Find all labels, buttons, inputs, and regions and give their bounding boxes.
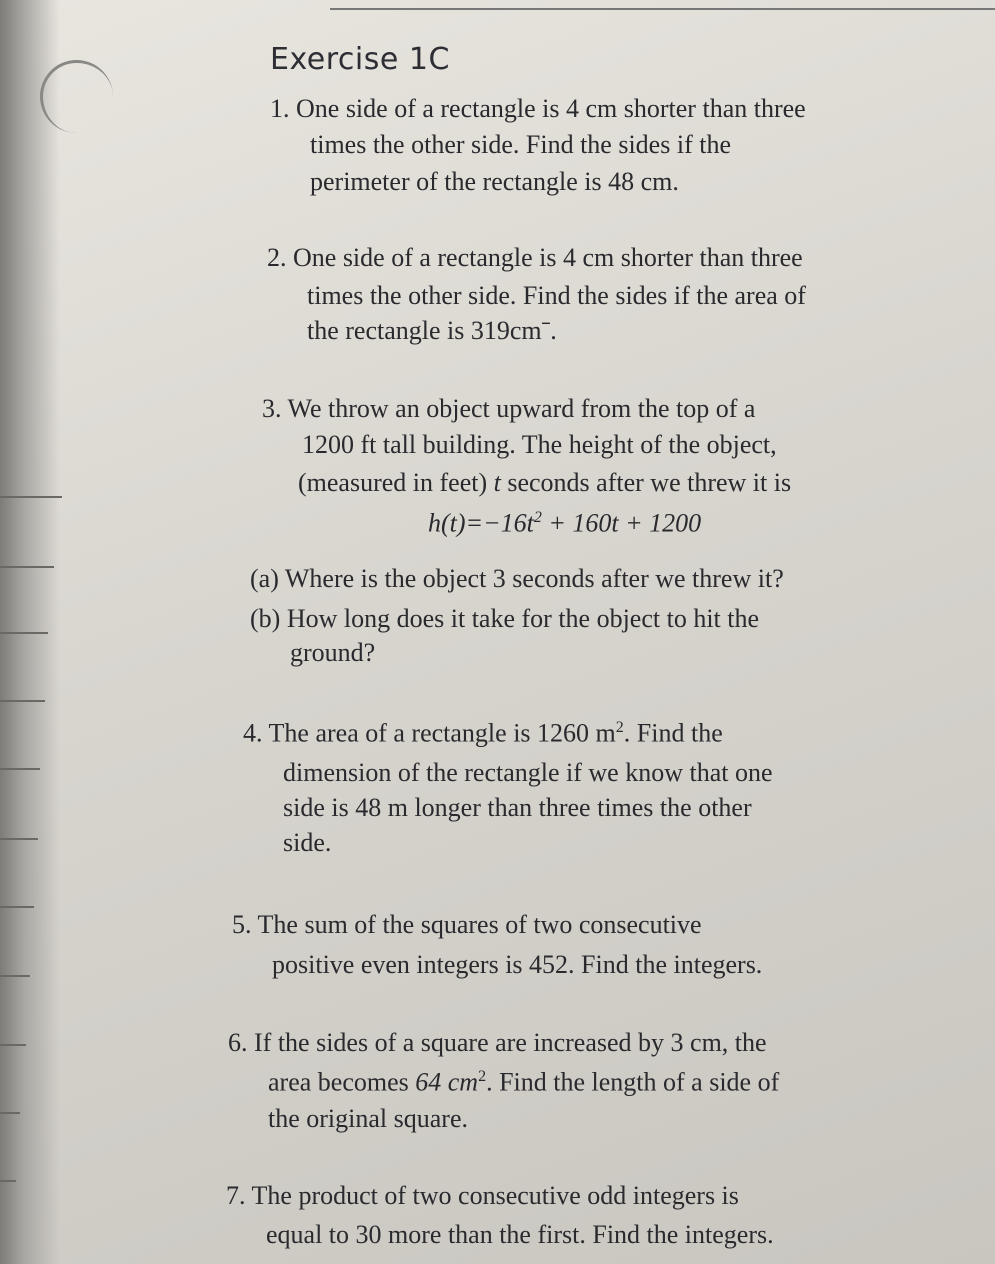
margin-line bbox=[0, 700, 45, 702]
binder-ring-mark bbox=[40, 60, 113, 133]
problem-3-part-b: (b) How long does it take for the object to hit the bbox=[250, 604, 760, 633]
margin-line bbox=[0, 906, 34, 908]
problem-7-line-1: 7. The product of two consecutive odd integers is bbox=[226, 1181, 739, 1210]
formula-part-b: + 160t + 1200 bbox=[548, 508, 702, 538]
margin-line bbox=[0, 975, 30, 977]
problem-4-line-1-start: 4. The area of a rectangle is bbox=[243, 718, 538, 748]
problem-1-line-1: 1. One side of a rectangle is 4 cm shorter than three bbox=[270, 94, 806, 123]
exponent-2: 2 bbox=[478, 1068, 487, 1085]
area-value: 64 cm bbox=[415, 1067, 479, 1097]
problem-6-line-3: the original square. bbox=[268, 1104, 468, 1133]
problem-3-line-3-end: seconds after we threw it is bbox=[507, 468, 792, 497]
margin-line bbox=[0, 632, 48, 634]
variable-t: t bbox=[493, 468, 501, 497]
page-title: Exercise 1C bbox=[270, 42, 450, 77]
exponent-2: 2 bbox=[615, 719, 624, 736]
problem-2-line-1: 2. One side of a rectangle is 4 cm shorter than three bbox=[267, 243, 803, 272]
margin-line bbox=[0, 1044, 26, 1046]
problem-4-line-2: dimension of the rectangle if we know that one bbox=[283, 758, 773, 787]
problem-4-line-1 bbox=[243, 720, 723, 747]
problem-6-line-1: 6. If the sides of a square are increased by 3 cm, the bbox=[228, 1028, 767, 1057]
problem-5-line-2: positive even integers is 452. Find the integers. bbox=[272, 950, 763, 979]
problem-1-line-2: times the other side. Find the sides if the bbox=[310, 130, 731, 159]
problem-4-line-4: side. bbox=[283, 828, 332, 857]
problem-1-line-3: perimeter of the rectangle is 48 cm. bbox=[310, 167, 679, 196]
exponent-2: 2 bbox=[533, 509, 542, 526]
problem-3-part-b-cont: ground? bbox=[290, 638, 376, 667]
area-value: 1260 m bbox=[537, 718, 616, 748]
problem-4-line-3: side is 48 m longer than three times the other bbox=[283, 793, 752, 822]
margin-line bbox=[0, 1112, 20, 1114]
problem-5-line-1: 5. The sum of the squares of two consecutive bbox=[232, 910, 702, 939]
problem-6-line-2 bbox=[268, 1069, 779, 1096]
height-formula bbox=[428, 510, 701, 537]
problem-3-line-1: 3. We throw an object upward from the top of a bbox=[262, 394, 756, 423]
margin-line bbox=[0, 496, 62, 498]
problem-2-line-3: the rectangle is 319cmˉ. bbox=[307, 316, 557, 345]
problem-3-line-3-start: (measured in feet) bbox=[298, 468, 494, 497]
problem-3-line-2: 1200 ft tall building. The height of the object, bbox=[302, 430, 777, 459]
problem-4-line-1-end: . Find the bbox=[623, 718, 723, 748]
top-rule bbox=[330, 8, 995, 10]
formula-part-a: h(t)=−16t bbox=[428, 508, 534, 538]
problem-6-line-2-start: area becomes bbox=[268, 1067, 416, 1097]
problem-6-line-2-end: . Find the length of a side of bbox=[486, 1067, 780, 1097]
margin-line bbox=[0, 768, 40, 770]
margin-line bbox=[0, 566, 54, 568]
problem-3-part-a: (a) Where is the object 3 seconds after we threw it? bbox=[250, 564, 784, 593]
margin-line bbox=[0, 1180, 16, 1182]
problem-3-line-3 bbox=[298, 470, 791, 496]
problem-2-line-2: times the other side. Find the sides if the area of bbox=[307, 281, 806, 310]
problem-7-line-2: equal to 30 more than the first. Find the integers. bbox=[266, 1220, 774, 1249]
margin-line bbox=[0, 838, 38, 840]
